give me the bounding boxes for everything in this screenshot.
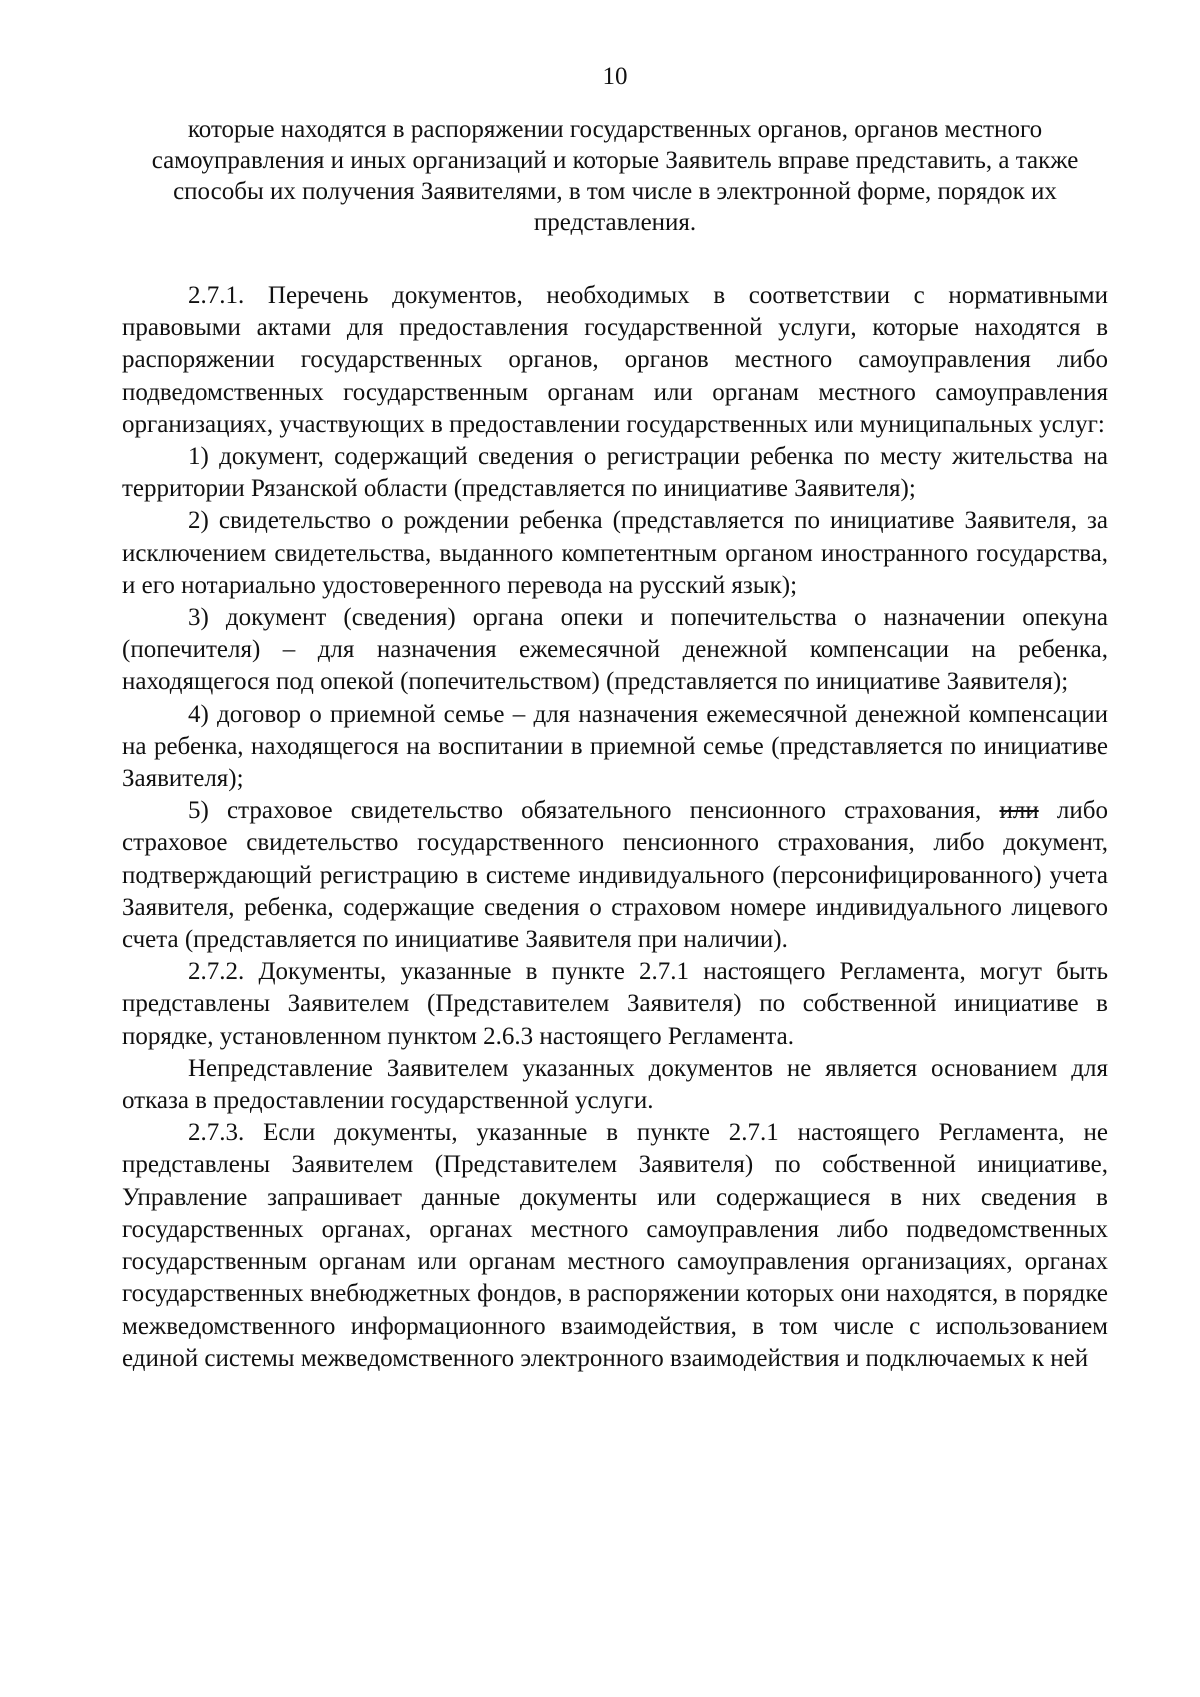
list-item-5: [122, 795, 1108, 956]
document-body: [122, 280, 1108, 1375]
section-heading: которые находятся в распоряжении государственных органов, органов местного самоуправления и иных организаций и которые Заявитель вправе представить, а также способы их получения Заявителями, в том числе в электронной форме, порядок их представления.: [151, 116, 1079, 236]
page-number: 10: [602, 63, 628, 90]
list-item-3: 3) документ (сведения) органа опеки и попечительства о назначении опекуна (попечителя) – для назначения ежемесячной денежной компенсации на ребенка, находящегося под опекой (попечительством) (представляется по инициативе Заявителя);: [122, 604, 1108, 696]
list-item-2: 2) свидетельство о рождении ребенка (представляется по инициативе Заявителя, за исключением свидетельства, выданного компетентным органом иностранного государства, и его нотариально удостоверенного перевода на русский язык);: [122, 507, 1108, 599]
list-item-5-text-end: либо страховое свидетельство государственного пенсионного страхования, либо документ, подтверждающий регистрацию в системе индивидуального (персонифицированного) учета Заявителя, ребенка, содержащие сведения о страховом номере индивидуального лицевого счета (представляется по инициативе Заявителя при наличии).: [122, 797, 1109, 954]
list-item-4: 4) договор о приемной семье – для назначения ежемесячной денежной компенсации на ребенка, находящегося на воспитании в приемной семье (представляется по инициативе Заявителя);: [122, 700, 1108, 793]
list-item-5-text-start: 5) страховое свидетельство обязательного пенсионного страхования,: [188, 797, 1000, 825]
paragraph-2-7-2: 2.7.2. Документы, указанные в пункте 2.7.1 настоящего Регламента, могут быть представлены Заявителем (Представителем Заявителя) по собственной инициативе в порядке, установленном пунктом 2.6.3 настоящего Регламента.: [122, 958, 1108, 1050]
paragraph-2-7-2-note: Непредставление Заявителем указанных документов не является основанием для отказа в предоставлении государственной услуги.: [122, 1054, 1108, 1115]
paragraph-2-7-1: 2.7.1. Перечень документов, необходимых в соответствии с нормативными правовыми актами для предоставления государственной услуги, которые находятся в распоряжении государственных органов, органов местного самоуправления либо подведомственных государственным органам или органам местного самоуправления организациях, участвующих в предоставлении государственных или муниципальных услуг:: [122, 282, 1108, 438]
list-item-1: 1) документ, содержащий сведения о регистрации ребенка по месту жительства на территории Рязанской области (представляется по инициативе Заявителя);: [122, 443, 1108, 503]
paragraph-2-7-3: 2.7.3. Если документы, указанные в пункте 2.7.1 настоящего Регламента, не представлены Заявителем (Представителем Заявителя) по собственной инициативе, Управление запрашивает данные документы или содержащиеся в них сведения в государственных органах, органах местного самоуправления либо подведомственных государственным органам или органам местного самоуправления организациях, органах государственных внебюджетных фондов, в распоряжении которых они находятся, в порядке межведомственного информационного взаимодействия, в том числе с использованием единой системы межведомственного электронного взаимодействия и подключаемых к ней: [122, 1119, 1108, 1372]
struck-word: или: [999, 797, 1039, 825]
